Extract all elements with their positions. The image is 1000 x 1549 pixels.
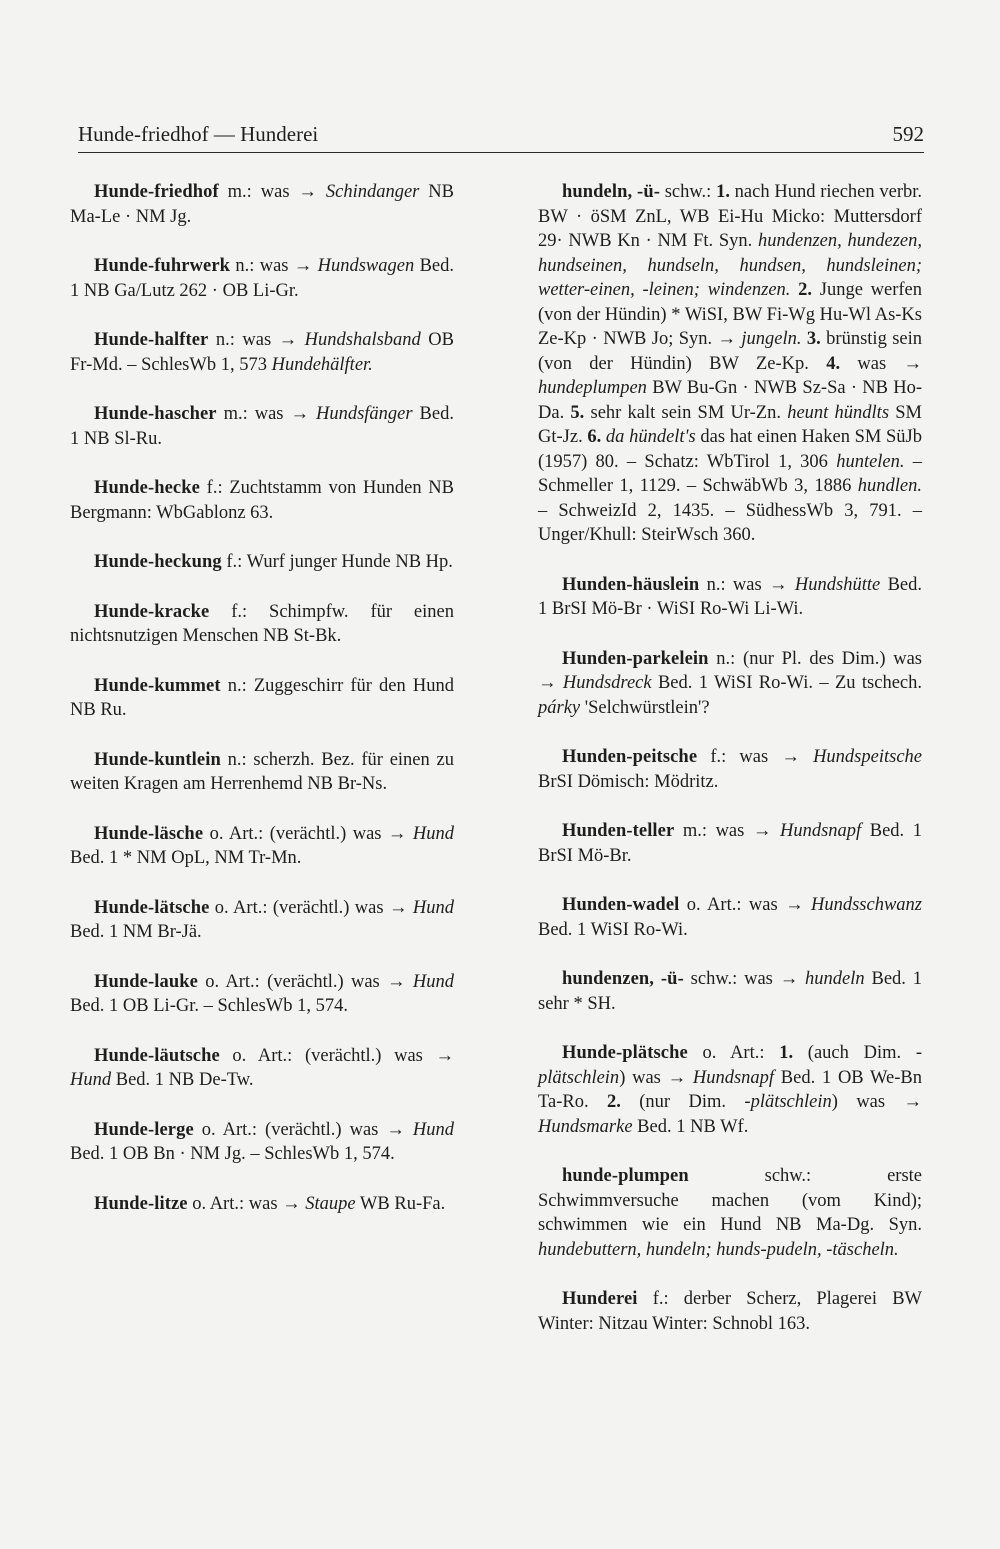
- entry-lemma: hundenzen, -ü-: [562, 969, 684, 989]
- entry-text: BrSI Dömisch: Mödritz.: [538, 771, 719, 792]
- entry-italic-text: -plätschlein: [744, 1092, 832, 1112]
- entry-lemma: Hunde-kracke: [94, 601, 210, 622]
- entry-text: o. Art.: (verächtl.) was →: [209, 897, 413, 918]
- entry-lemma: Hunden-peitsche: [562, 747, 698, 767]
- entry-lemma: Hunde-heckung: [94, 552, 222, 572]
- entry-lemma: Hunden-teller: [562, 821, 675, 841]
- dictionary-entry: [70, 180, 454, 229]
- dictionary-entry: [70, 822, 454, 871]
- dictionary-entry: [70, 896, 454, 945]
- entry-lemma: hunde-plumpen: [562, 1166, 689, 1186]
- entry-italic-text: Schindanger: [325, 182, 420, 202]
- entry-lemma: Hunden-häuslein: [562, 574, 700, 595]
- entry-text: Junge werfen (von der Hündin) * WiSI, BW Fi-Wg Hu-Wl As-Ks Ze-Kp · NWB Jo; Syn. →: [538, 280, 923, 349]
- entry-sense-number: 4.: [826, 353, 841, 374]
- entry-text: o. Art.: (verächtl.) was →: [193, 1119, 413, 1140]
- entry-lemma: Hunde-kuntlein: [94, 749, 221, 770]
- entry-text: schw.: erste Schwimmversuche machen (vom Kind); schwimmen wie ein Hund NB Ma-Dg. Syn.: [538, 1166, 922, 1235]
- dictionary-entry: [538, 967, 922, 1016]
- entry-text: 'Selchwürstlein'?: [580, 697, 710, 718]
- entry-italic-text: párky: [538, 697, 581, 718]
- dictionary-entry: [70, 1044, 454, 1093]
- dictionary-entry: [538, 180, 922, 548]
- entry-text: m.: was →: [674, 821, 780, 841]
- page-number: 592: [892, 122, 924, 146]
- header-rule: [78, 152, 924, 153]
- entry-text: (nur Dim.: [620, 1092, 745, 1112]
- dictionary-entry: [70, 476, 454, 525]
- entry-text: n.: (nur Pl. des Dim.) was →: [538, 648, 922, 693]
- entry-lemma: Hunde-hecke: [94, 478, 200, 498]
- dictionary-entry: [538, 647, 922, 721]
- entry-text: nach Hund riechen verbr. BW · öSM ZnL, WB Ei-Hu Micko: Muttersdorf 29· NWB Kn · NM Ft. Syn.: [538, 182, 923, 251]
- entry-sense-number: 5.: [570, 402, 585, 423]
- entry-text: Bed. 1 WiSI Ro-Wi.: [538, 919, 688, 940]
- entry-lemma: Hunde-läutsche: [94, 1045, 220, 1066]
- entry-text: das hat einen Haken SM SüJb (1957) 80. – Schatz: WbTirol 1, 306: [538, 427, 922, 472]
- entry-italic-text: Hundsnapf: [779, 821, 862, 841]
- entry-text: BW Bu-Gn · NWB Sz-Sa · NB Ho-Da.: [538, 378, 922, 423]
- entry-italic-text: Hundspeitsche: [813, 747, 922, 767]
- dictionary-entry: [70, 674, 454, 723]
- running-title: Hunde-friedhof — Hunderei: [78, 122, 319, 146]
- entry-text: sehr kalt sein SM Ur-Zn.: [584, 402, 788, 423]
- entry-text: OB Fr-Md. – SchlesWb 1, 573: [70, 330, 454, 375]
- entry-text: Bed. 1 NM Br-Jä.: [70, 922, 202, 942]
- entry-text: WB Ru-Fa.: [355, 1193, 446, 1214]
- entry-lemma: Hunde-lerge: [94, 1119, 194, 1140]
- entry-lemma: Hunde-lätsche: [94, 897, 210, 918]
- entry-italic-text: hundenzen, hundezen, hundseinen, hundseln, hundsen, hundsleinen; wetter-einen, -leinen; windenzen.: [538, 231, 922, 300]
- entry-text: NB Ma-Le · NM Jg.: [70, 182, 454, 227]
- entry-lemma: Hunde-kummet: [94, 675, 221, 696]
- dictionary-entry: [538, 893, 922, 942]
- dictionary-entry: [538, 819, 922, 868]
- entry-lemma: Hunden-parkelein: [562, 648, 709, 669]
- entry-italic-text: hundebuttern, hundeln; hunds-pudeln, -täscheln.: [538, 1239, 899, 1260]
- entry-italic-text: Hund: [412, 823, 454, 844]
- entry-text: Bed. 1 NB Wf.: [632, 1116, 749, 1137]
- entry-text: o. Art.: was →: [187, 1193, 306, 1214]
- dictionary-entry: [70, 550, 454, 575]
- entry-text: Bed. 1 NB De-Tw.: [111, 1070, 254, 1090]
- entry-text: n.: was →: [208, 330, 305, 350]
- dictionary-entry: [70, 254, 454, 303]
- dictionary-entry: [538, 1164, 922, 1262]
- entry-text: – Schmeller 1, 1129. – SchwäbWb 3, 1886: [538, 451, 923, 496]
- entry-text: SM Gt-Jz.: [538, 402, 922, 447]
- dictionary-entry: [538, 745, 922, 794]
- dictionary-entry: [70, 748, 454, 797]
- entry-text: o. Art.:: [687, 1043, 780, 1063]
- entry-sense-number: 1.: [779, 1043, 794, 1063]
- entry-italic-text: da hündelt's: [605, 427, 696, 447]
- entry-text: o. Art.: (verächtl.) was →: [203, 823, 413, 844]
- entry-text: brünstig sein (von der Hündin) BW Ze-Kp.: [538, 329, 923, 374]
- entry-text: n.: Zuggeschirr für den Hund NB Ru.: [70, 675, 454, 720]
- entry-sense-number: 1.: [716, 182, 730, 202]
- entry-text: o. Art.: (verächtl.) was →: [219, 1045, 454, 1066]
- entry-text: Bed. 1 OB Bn · NM Jg. – SchlesWb 1, 574.: [70, 1144, 395, 1164]
- entry-italic-text: Hundshalsband: [304, 330, 421, 350]
- entry-italic-text: hundeplumpen: [538, 378, 647, 398]
- entry-text: (auch Dim.: [793, 1043, 916, 1063]
- entry-lemma: Hunden-wadel: [562, 895, 680, 915]
- dictionary-entry: [70, 1118, 454, 1167]
- entry-italic-text: Hund: [412, 1119, 454, 1140]
- entry-italic-text: Hundehälfter.: [271, 354, 373, 375]
- entry-italic-text: Hundsmarke: [538, 1116, 633, 1137]
- entry-sense-number: 3.: [806, 329, 821, 349]
- entry-sense-number: 2.: [798, 280, 813, 300]
- running-head: [78, 122, 924, 152]
- entry-text: ) was →: [619, 1067, 693, 1088]
- left-column: [70, 180, 454, 1241]
- entry-text: n.: scherzh. Bez. für einen zu weiten Kragen am Herrenhemd NB Br-Ns.: [70, 749, 454, 794]
- entry-italic-text: Hundshütte: [794, 574, 881, 595]
- entry-text: m.: was →: [216, 404, 316, 424]
- entry-text: f.: Schimpfw. für einen nichtsnutzigen Menschen NB St-Bk.: [70, 601, 454, 646]
- entry-italic-text: huntelen.: [836, 451, 905, 472]
- entry-text: f.: derber Scherz, Plagerei BW Winter: Nitzau Winter: Schnobl 163.: [538, 1289, 922, 1334]
- entry-text: f.: Wurf junger Hunde NB Hp.: [221, 552, 453, 572]
- entry-text: Bed. 1 OB Li-Gr. – SchlesWb 1, 574.: [70, 996, 348, 1016]
- right-column: [538, 180, 922, 1361]
- entry-lemma: Hunde-litze: [94, 1193, 188, 1214]
- entry-lemma: Hunde-halfter: [94, 330, 209, 350]
- entry-italic-text: heunt hündlts: [787, 402, 890, 423]
- entry-italic-text: Staupe: [305, 1193, 356, 1214]
- entry-text: Bed. 1 BrSI Mö-Br · WiSI Ro-Wi Li-Wi.: [538, 574, 922, 619]
- entry-italic-text: Hundswagen: [317, 256, 415, 276]
- entry-text: – SchweizId 2, 1435. – SüdhessWb 3, 791. – Unger/Khull: SteirWsch 360.: [538, 500, 922, 545]
- entry-lemma: Hunderei: [562, 1289, 638, 1309]
- entry-text: f.: Zuchtstamm von Hunden NB Bergmann: WbGablonz 63.: [70, 478, 454, 523]
- entry-italic-text: Hundsschwanz: [810, 895, 922, 915]
- entry-italic-text: -plätschlein: [538, 1043, 922, 1088]
- entry-lemma: Hunde-läsche: [94, 823, 204, 844]
- entry-text: [790, 280, 798, 300]
- entry-text: Bed. 1 WiSI Ro-Wi. – Zu tschech.: [651, 673, 922, 693]
- entry-text: Bed. 1 NB Sl-Ru.: [70, 404, 454, 449]
- entry-lemma: hundeln, -ü-: [562, 182, 660, 202]
- entry-italic-text: Hund: [412, 971, 454, 992]
- dictionary-entry: [70, 600, 454, 649]
- dictionary-entry: [538, 573, 922, 622]
- entry-lemma: Hunde-lauke: [94, 971, 198, 992]
- entry-lemma: Hunde-fuhrwerk: [94, 256, 231, 276]
- entry-text: m.: was →: [218, 182, 326, 202]
- dictionary-entry: [70, 328, 454, 377]
- entry-lemma: Hunde-plätsche: [562, 1043, 688, 1063]
- entry-text: Bed. 1 OB We-Bn Ta-Ro.: [538, 1067, 922, 1112]
- entry-text: schw.:: [659, 182, 717, 202]
- entry-text: ) was →: [831, 1092, 922, 1112]
- entry-text: was →: [840, 353, 922, 374]
- entry-text: Bed. 1 * NM OpL, NM Tr-Mn.: [70, 848, 302, 868]
- entry-italic-text: hundlen.: [857, 476, 922, 496]
- dictionary-entry: [538, 1287, 922, 1336]
- entry-italic-text: Hundsnapf: [692, 1067, 775, 1088]
- entry-text: o. Art.: was →: [679, 895, 811, 915]
- entry-text: n.: was →: [699, 574, 795, 595]
- dictionary-entry: [70, 970, 454, 1019]
- entry-italic-text: Hund: [412, 897, 454, 918]
- dictionary-entry: [70, 402, 454, 451]
- dictionary-entry: [538, 1041, 922, 1139]
- entry-text: o. Art.: (verächtl.) was →: [197, 971, 413, 992]
- entry-italic-text: jungeln.: [741, 329, 802, 349]
- entry-text: Bed. 1 sehr * SH.: [538, 969, 922, 1014]
- entry-italic-text: hundeln: [805, 969, 865, 989]
- entry-text: Bed. 1 NB Ga/Lutz 262 · OB Li-Gr.: [70, 256, 454, 301]
- entry-text: Bed. 1 BrSI Mö-Br.: [538, 821, 922, 866]
- entry-lemma: Hunde-hascher: [94, 404, 217, 424]
- entry-text: schw.: was →: [683, 969, 806, 989]
- entry-lemma: Hunde-friedhof: [94, 182, 219, 202]
- entry-italic-text: Hundsdreck: [562, 673, 652, 693]
- dictionary-entry: [70, 1192, 454, 1217]
- entry-sense-number: 2.: [607, 1092, 621, 1112]
- entry-italic-text: Hundsfänger: [315, 404, 413, 424]
- entry-text: f.: was →: [697, 747, 814, 767]
- entry-italic-text: Hund: [70, 1070, 112, 1090]
- entry-sense-number: 6.: [587, 427, 602, 447]
- entry-text: n.: was →: [230, 256, 318, 276]
